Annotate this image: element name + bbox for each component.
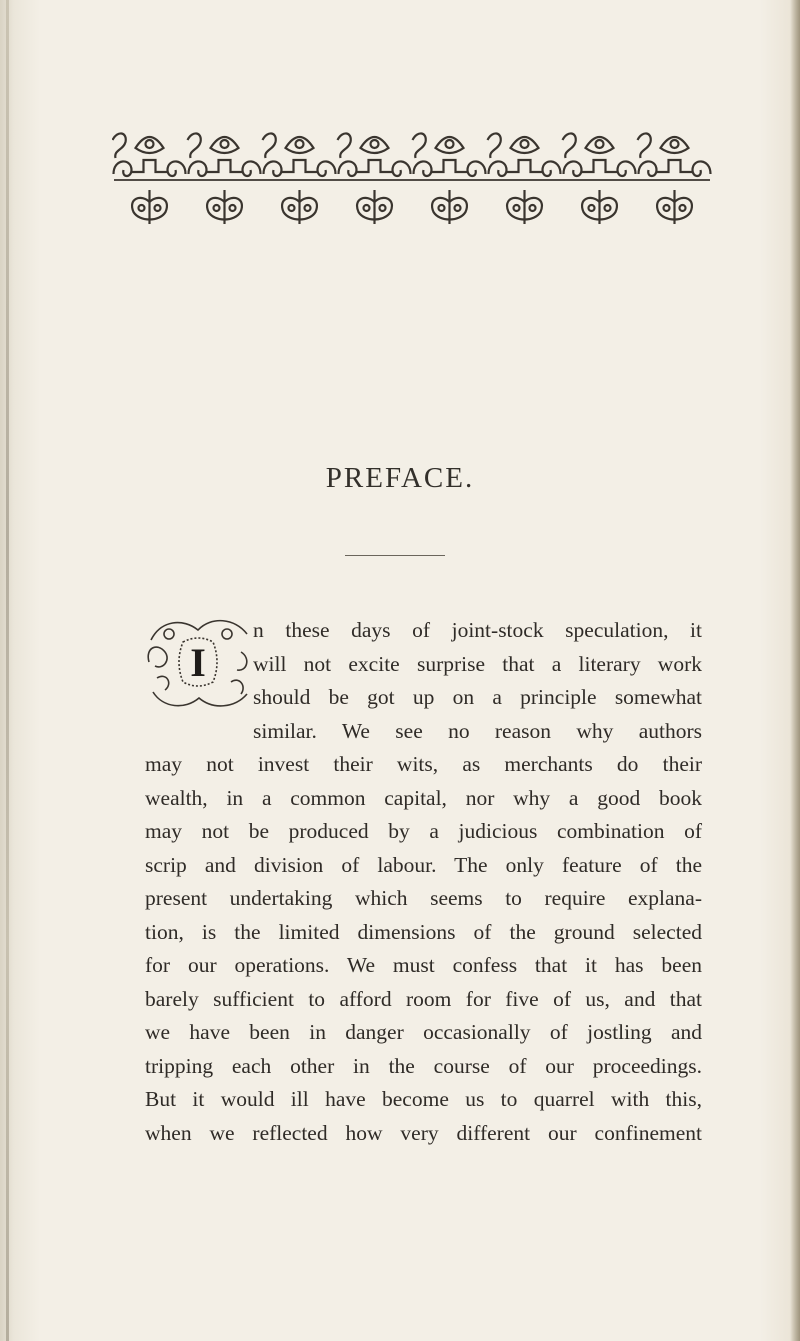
text-line: present undertaking which seems to require explana- bbox=[145, 886, 702, 910]
text-line: when we reflected how very different our confinement bbox=[145, 1120, 702, 1145]
text-line: wealth, in a common capital, nor why a good book bbox=[145, 785, 702, 810]
ornament-motif bbox=[563, 133, 636, 224]
ornament-motif bbox=[413, 133, 486, 224]
text-line: n these days of joint-stock speculation, it bbox=[253, 618, 702, 642]
ornament-motif bbox=[263, 133, 336, 224]
title-rule bbox=[345, 555, 445, 556]
ornament-motif bbox=[338, 133, 411, 224]
text-line: may not be produced by a judicious combination of bbox=[145, 819, 702, 843]
page-right-edge bbox=[790, 0, 800, 1341]
drop-cap-letter: I bbox=[190, 640, 206, 685]
ornament-motif bbox=[113, 133, 186, 224]
ornament-motif bbox=[488, 133, 561, 224]
text-line: But it would ill have become us to quarrel with this, bbox=[145, 1087, 702, 1111]
page-gutter-edge bbox=[6, 0, 9, 1341]
text-line: may not invest their wits, as merchants do their bbox=[145, 752, 702, 776]
ornament-motif bbox=[638, 133, 711, 224]
preface-paragraph bbox=[145, 614, 702, 1150]
text-line: will not excite surprise that a literary work bbox=[253, 651, 702, 676]
text-line: barely sufficient to afford room for five of us, and that bbox=[145, 986, 702, 1011]
text-line: for our operations. We must confess that it has been bbox=[145, 953, 702, 977]
page-title: PREFACE. bbox=[325, 462, 475, 494]
text-line: tripping each other in the course of our proceedings. bbox=[145, 1053, 702, 1078]
text-line: scrip and division of labour. The only feature of the bbox=[145, 852, 702, 877]
text-line: tion, is the limited dimensions of the ground selected bbox=[145, 919, 702, 944]
ornament-motif bbox=[188, 133, 261, 224]
text-line: similar. We see no reason why authors bbox=[253, 718, 702, 743]
headpiece-ornament bbox=[112, 128, 712, 236]
text-line: we have been in danger occasionally of jostling and bbox=[145, 1020, 702, 1044]
ornament-band bbox=[112, 128, 712, 236]
text-line: should be got up on a principle somewhat bbox=[253, 685, 702, 709]
